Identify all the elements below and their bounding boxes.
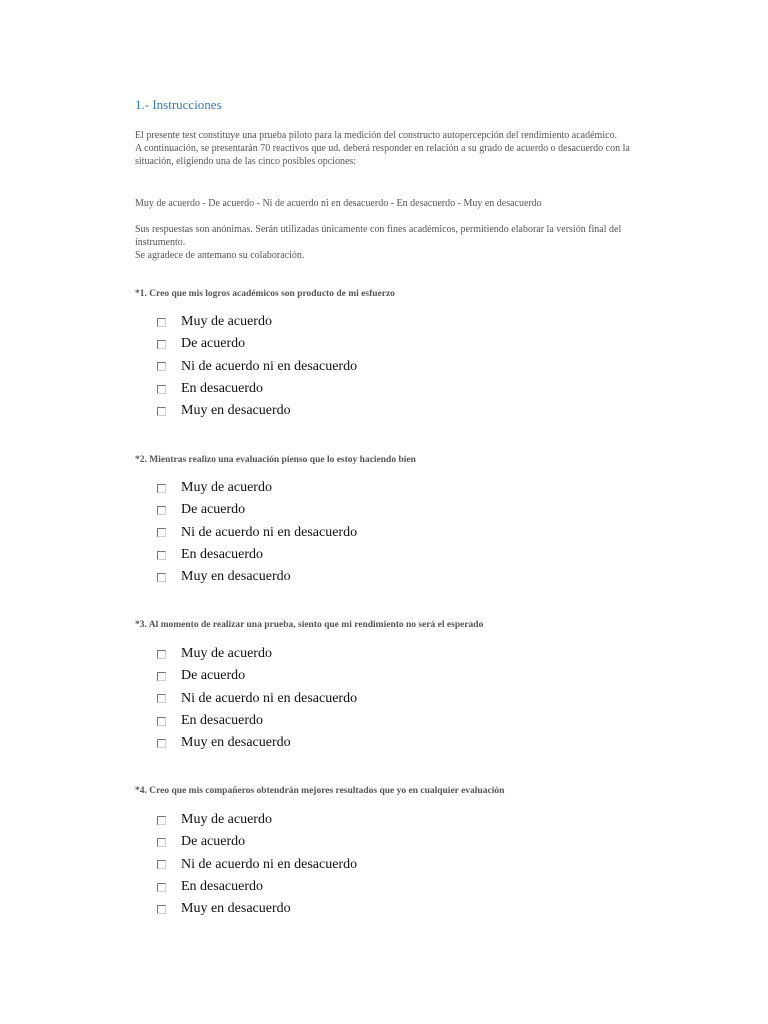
checkbox-icon[interactable]	[157, 528, 166, 537]
question-2-options	[157, 477, 357, 588]
option-label: Muy en desacuerdo	[181, 901, 291, 917]
option-label: Ni de acuerdo ni en desacuerdo	[181, 358, 358, 374]
option-checkbox[interactable]	[157, 378, 357, 400]
checkbox-icon[interactable]	[157, 717, 166, 726]
option-checkbox[interactable]	[157, 643, 357, 665]
option-label: Muy de acuerdo	[181, 646, 272, 662]
option-label: Ni de acuerdo ni en desacuerdo	[181, 856, 358, 872]
question-3-title: *3. Al momento de realizar una prueba, siento que mi rendimiento no será el esperado	[135, 620, 484, 630]
option-label: Muy en desacuerdo	[181, 403, 291, 419]
checkbox-icon[interactable]	[157, 860, 166, 869]
question-2-title: *2. Mientras realizo una evaluación pienso que lo estoy haciendo bien	[135, 455, 416, 465]
option-checkbox[interactable]	[157, 710, 357, 732]
checkbox-icon[interactable]	[157, 362, 166, 371]
option-checkbox[interactable]	[157, 688, 357, 710]
option-checkbox[interactable]	[157, 544, 357, 566]
checkbox-icon[interactable]	[157, 816, 166, 825]
intro-text-3: Sus respuestas son anónimas. Serán utilizadas únicamente con fines académicos, permitiendo elaborar la versión final del instrumento.	[135, 224, 622, 248]
option-checkbox[interactable]	[157, 732, 357, 754]
checkbox-icon[interactable]	[157, 905, 166, 914]
option-checkbox[interactable]	[157, 665, 357, 687]
checkbox-icon[interactable]	[157, 650, 166, 659]
intro-text-2: A continuación, se presentarán 70 reactivos que ud. deberá responder en relación a su grado de acuerdo o desacuerdo con la situación, eligiendo una de las cinco posibles opciones:	[135, 143, 630, 167]
checkbox-icon[interactable]	[157, 739, 166, 748]
checkbox-icon[interactable]	[157, 838, 166, 847]
checkbox-icon[interactable]	[157, 573, 166, 582]
question-1-title: *1. Creo que mis logros académicos son producto de mi esfuerzo	[135, 289, 395, 299]
option-label: Muy de acuerdo	[181, 812, 272, 828]
option-label: Muy de acuerdo	[181, 314, 272, 330]
checkbox-icon[interactable]	[157, 883, 166, 892]
option-checkbox[interactable]	[157, 566, 357, 588]
question-4-options	[157, 809, 357, 920]
question-3-options	[157, 643, 357, 754]
checkbox-icon[interactable]	[157, 672, 166, 681]
checkbox-icon[interactable]	[157, 694, 166, 703]
option-label: De acuerdo	[181, 502, 246, 518]
option-label: De acuerdo	[181, 834, 246, 850]
intro-text-4: Se agradece de antemano su colaboración.	[135, 250, 305, 261]
option-label: Muy de acuerdo	[181, 480, 272, 496]
checkbox-icon[interactable]	[157, 318, 166, 327]
option-label: En desacuerdo	[181, 381, 264, 397]
question-1-options	[157, 311, 357, 422]
checkbox-icon[interactable]	[157, 407, 166, 416]
option-label: De acuerdo	[181, 668, 246, 684]
checkbox-icon[interactable]	[157, 385, 166, 394]
checkbox-icon[interactable]	[157, 551, 166, 560]
question-4-title: *4. Creo que mis compañeros obtendrán mejores resultados que yo en cualquier evaluación	[135, 786, 505, 796]
option-label: En desacuerdo	[181, 879, 264, 895]
intro-paragraph-2	[135, 223, 635, 262]
option-checkbox[interactable]	[157, 477, 357, 499]
option-label: Muy en desacuerdo	[181, 735, 291, 751]
option-label: En desacuerdo	[181, 547, 264, 563]
option-checkbox[interactable]	[157, 333, 357, 355]
option-label: De acuerdo	[181, 336, 246, 352]
option-checkbox[interactable]	[157, 854, 357, 876]
section-title: 1.- Instrucciones	[135, 97, 222, 112]
option-checkbox[interactable]	[157, 400, 357, 422]
option-checkbox[interactable]	[157, 311, 357, 333]
option-checkbox[interactable]	[157, 356, 357, 378]
option-label: Ni de acuerdo ni en desacuerdo	[181, 690, 358, 706]
option-checkbox[interactable]	[157, 898, 357, 920]
checkbox-icon[interactable]	[157, 484, 166, 493]
option-label: Ni de acuerdo ni en desacuerdo	[181, 524, 358, 540]
option-checkbox[interactable]	[157, 876, 357, 898]
checkbox-icon[interactable]	[157, 506, 166, 515]
option-checkbox[interactable]	[157, 499, 357, 521]
response-scale: Muy de acuerdo - De acuerdo - Ni de acuerdo ni en desacuerdo - En desacuerdo - Muy en desacuerdo	[135, 198, 542, 209]
option-checkbox[interactable]	[157, 809, 357, 831]
option-checkbox[interactable]	[157, 522, 357, 544]
intro-text-1: El presente test constituye una prueba piloto para la medición del constructo autopercepción del rendimiento académico.	[135, 130, 618, 141]
option-checkbox[interactable]	[157, 831, 357, 853]
checkbox-icon[interactable]	[157, 340, 166, 349]
option-label: En desacuerdo	[181, 713, 264, 729]
option-label: Muy en desacuerdo	[181, 569, 291, 585]
intro-paragraph-1	[135, 129, 635, 168]
